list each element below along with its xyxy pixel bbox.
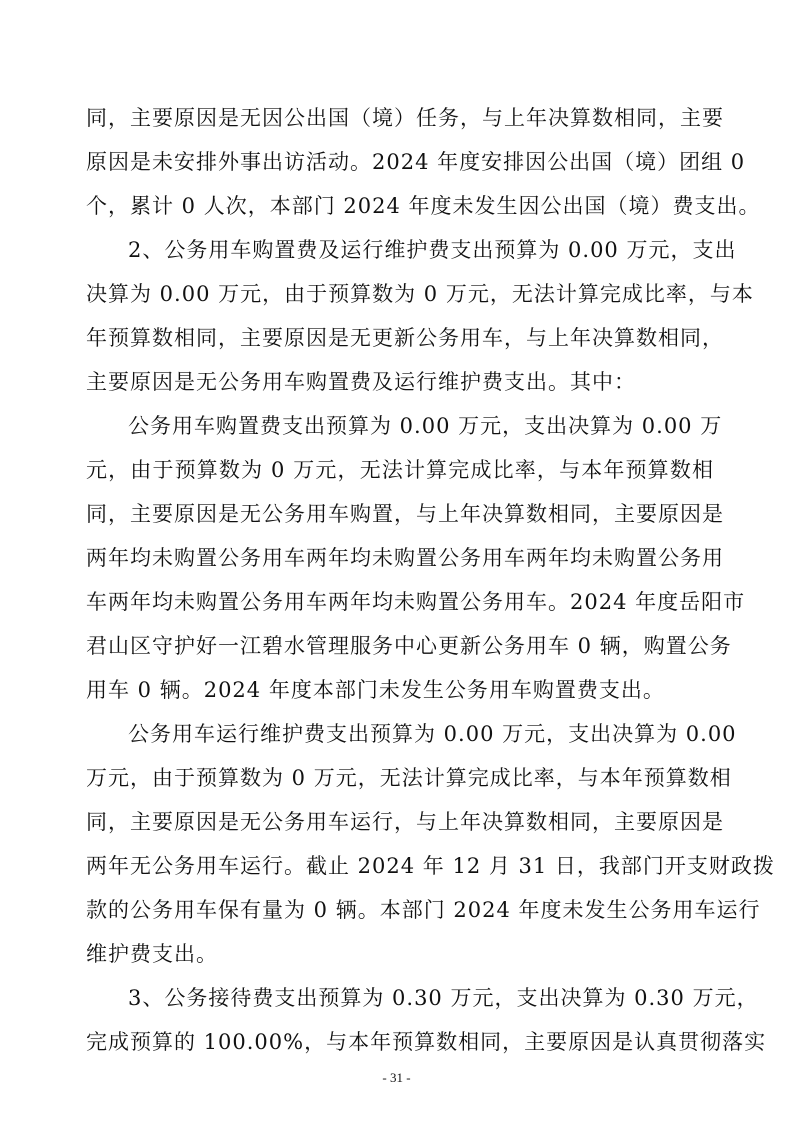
text-line: 同，主要原因是无公务用车购置，与上年决算数相同，主要原因是 — [86, 502, 724, 526]
paragraph — [86, 712, 775, 976]
text-line: 款的公务用车保有量为 0 辆。本部门 2024 年度未发生公务用车运行 — [86, 898, 761, 922]
text-line: 公务用车购置费支出预算为 0.00 万元，支出决算为 0.00 万 — [128, 414, 723, 438]
text-line: 2、公务用车购置费及运行维护费支出预算为 0.00 万元，支出 — [128, 238, 737, 262]
text-line: 两年均未购置公务用车两年均未购置公务用车两年均未购置公务用 — [86, 546, 724, 570]
page-number: - 31 - — [382, 1070, 411, 1085]
paragraph — [86, 96, 761, 228]
text-line: 完成预算的 100.00%，与本年预算数相同，主要原因是认真贯彻落实 — [86, 1030, 767, 1054]
text-line: 年预算数相同，主要原因是无更新公务用车，与上年决算数相同， — [86, 326, 724, 350]
text-line: 公务用车运行维护费支出预算为 0.00 万元，支出决算为 0.00 — [128, 722, 737, 746]
text-line: 车两年均未购置公务用车两年均未购置公务用车。2024 年度岳阳市 — [86, 590, 746, 614]
text-line: 3、公务接待费支出预算为 0.30 万元，支出决算为 0.30 万元， — [128, 986, 759, 1010]
text-line: 元，由于预算数为 0 万元，无法计算完成比率，与本年预算数相 — [86, 458, 714, 482]
text-line: 决算为 0.00 万元，由于预算数为 0 万元，无法计算完成比率，与本 — [86, 282, 754, 306]
document-body — [86, 96, 775, 1064]
paragraph — [86, 404, 746, 712]
text-line: 个，累计 0 人次，本部门 2024 年度未发生因公出国（境）费支出。 — [86, 194, 761, 218]
text-line: 同，主要原因是无因公出国（境）任务，与上年决算数相同，主要 — [86, 106, 724, 130]
paragraph — [86, 976, 767, 1064]
text-line: 同，主要原因是无公务用车运行，与上年决算数相同，主要原因是 — [86, 810, 724, 834]
text-line: 用车 0 辆。2024 年度本部门未发生公务用车购置费支出。 — [86, 678, 665, 702]
text-line: 主要原因是无公务用车购置费及运行维护费支出。其中： — [86, 370, 636, 394]
text-line: 万元，由于预算数为 0 万元，无法计算完成比率，与本年预算数相 — [86, 766, 732, 790]
text-line: 原因是未安排外事出访活动。2024 年度安排因公出国（境）团组 0 — [86, 150, 746, 174]
text-line: 维护费支出。 — [86, 942, 218, 966]
text-line: 君山区守护好一江碧水管理服务中心更新公务用车 0 辆，购置公务 — [86, 634, 732, 658]
paragraph — [86, 228, 754, 404]
text-line: 两年无公务用车运行。截止 2024 年 12 月 31 日，我部门开支财政拨 — [86, 854, 775, 878]
